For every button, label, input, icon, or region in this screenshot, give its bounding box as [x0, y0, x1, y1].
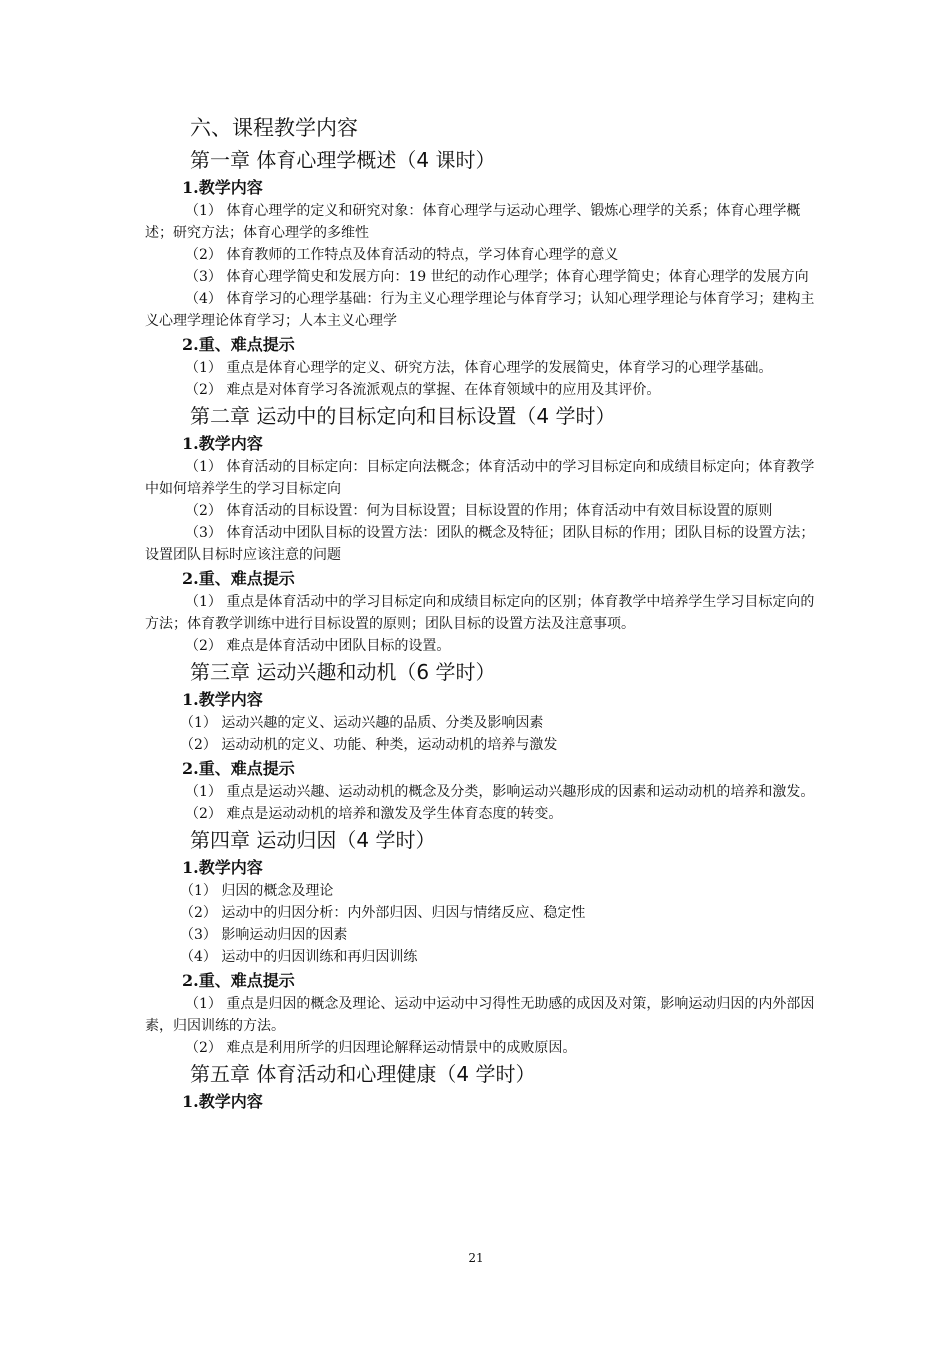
chapter-2-key-heading: 2.重、难点提示 [182, 569, 295, 588]
chapter-2-title: 第二章 运动中的目标定向和目标设置（4 学时） [190, 404, 616, 428]
chapter-3-key-heading: 2.重、难点提示 [182, 759, 295, 778]
chapter-1-content-item: （1） 体育心理学的定义和研究对象：体育心理学与运动心理学、锻炼心理学的关系；体育心理学概述；研究方法；体育心理学的多维性 [145, 203, 801, 241]
chapter-1-content-heading: 1.教学内容 [182, 178, 263, 197]
course-content [0, 145, 952, 1114]
chapter-4-title: 第四章 运动归因（4 学时） [190, 828, 436, 852]
section-title: 六、课程教学内容 [190, 116, 358, 140]
chapter-1-content-item: （2） 体育教师的工作特点及体育活动的特点，学习体育心理学的意义 [185, 247, 619, 263]
chapter-4-content-item: （3） 影响运动归因的因素 [180, 927, 348, 943]
chapter-2-content-item: （2） 体育活动的目标设置：何为目标设置；目标设置的作用；体育活动中有效目标设置的原则 [185, 503, 773, 519]
chapter-3-title: 第三章 运动兴趣和动机（6 学时） [190, 660, 496, 684]
chapter-1-key-heading: 2.重、难点提示 [182, 335, 295, 354]
chapter-2-content-item: （3） 体育活动中团队目标的设置方法：团队的概念及特征；团队目标的作用；团队目标的设置方法；设置团队目标时应该注意的问题 [145, 525, 815, 563]
page-number: 21 [468, 1251, 484, 1265]
chapter-3-content-item: （2） 运动动机的定义、功能、种类，运动动机的培养与激发 [180, 737, 558, 753]
chapter-4-content-heading: 1.教学内容 [182, 858, 263, 877]
chapter-1-title: 第一章 体育心理学概述（4 课时） [190, 148, 496, 172]
chapter-4-key-item: （1） 重点是归因的概念及理论、运动中运动中习得性无助感的成因及对策，影响运动归因的内外部因素，归因训练的方法。 [145, 996, 815, 1034]
chapter-3-content-heading: 1.教学内容 [182, 690, 263, 709]
chapter-3-key-item: （2） 难点是运动动机的培养和激发及学生体育态度的转变。 [185, 806, 563, 822]
chapter-1-content-item: （4） 体育学习的心理学基础：行为主义心理学理论与体育学习；认知心理学理论与体育学习；建构主义心理学理论体育学习；人本主义心理学 [145, 291, 815, 329]
chapter-5-content-heading: 1.教学内容 [182, 1092, 263, 1111]
chapter-1-key-item: （2） 难点是对体育学习各流派观点的掌握、在体育领域中的应用及其评价。 [185, 382, 661, 398]
chapter-1-content-item: （3） 体育心理学简史和发展方向：19 世纪的动作心理学；体育心理学简史；体育心理学的发展方向 [185, 269, 809, 285]
chapter-4-key-item: （2） 难点是利用所学的归因理论解释运动情景中的成败原因。 [185, 1040, 577, 1056]
chapter-2-content-item: （1） 体育活动的目标定向：目标定向法概念；体育活动中的学习目标定向和成绩目标定向；体育教学中如何培养学生的学习目标定向 [145, 459, 815, 497]
chapter-4-content-item: （2） 运动中的归因分析：内外部归因、归因与情绪反应、稳定性 [180, 905, 586, 921]
chapter-3-content-item: （1） 运动兴趣的定义、运动兴趣的品质、分类及影响因素 [180, 715, 544, 731]
chapter-3-key-item: （1） 重点是运动兴趣、运动动机的概念及分类，影响运动兴趣形成的因素和运动动机的培养和激发。 [185, 784, 815, 800]
chapter-2-key-item: （2） 难点是体育活动中团队目标的设置。 [185, 638, 451, 654]
chapter-1-key-item: （1） 重点是体育心理学的定义、研究方法，体育心理学的发展简史，体育学习的心理学基础。 [185, 360, 773, 376]
chapter-2-content-heading: 1.教学内容 [182, 434, 263, 453]
chapter-2-key-item: （1） 重点是体育活动中的学习目标定向和成绩目标定向的区别；体育教学中培养学生学习目标定向的方法；体育教学训练中进行目标设置的原则；团队目标的设置方法及注意事项。 [145, 594, 815, 632]
chapter-4-key-heading: 2.重、难点提示 [182, 971, 295, 990]
chapter-4-content-item: （4） 运动中的归因训练和再归因训练 [180, 949, 418, 965]
chapter-4-content-item: （1） 归因的概念及理论 [180, 883, 334, 899]
chapter-5-title: 第五章 体育活动和心理健康（4 学时） [190, 1062, 536, 1086]
